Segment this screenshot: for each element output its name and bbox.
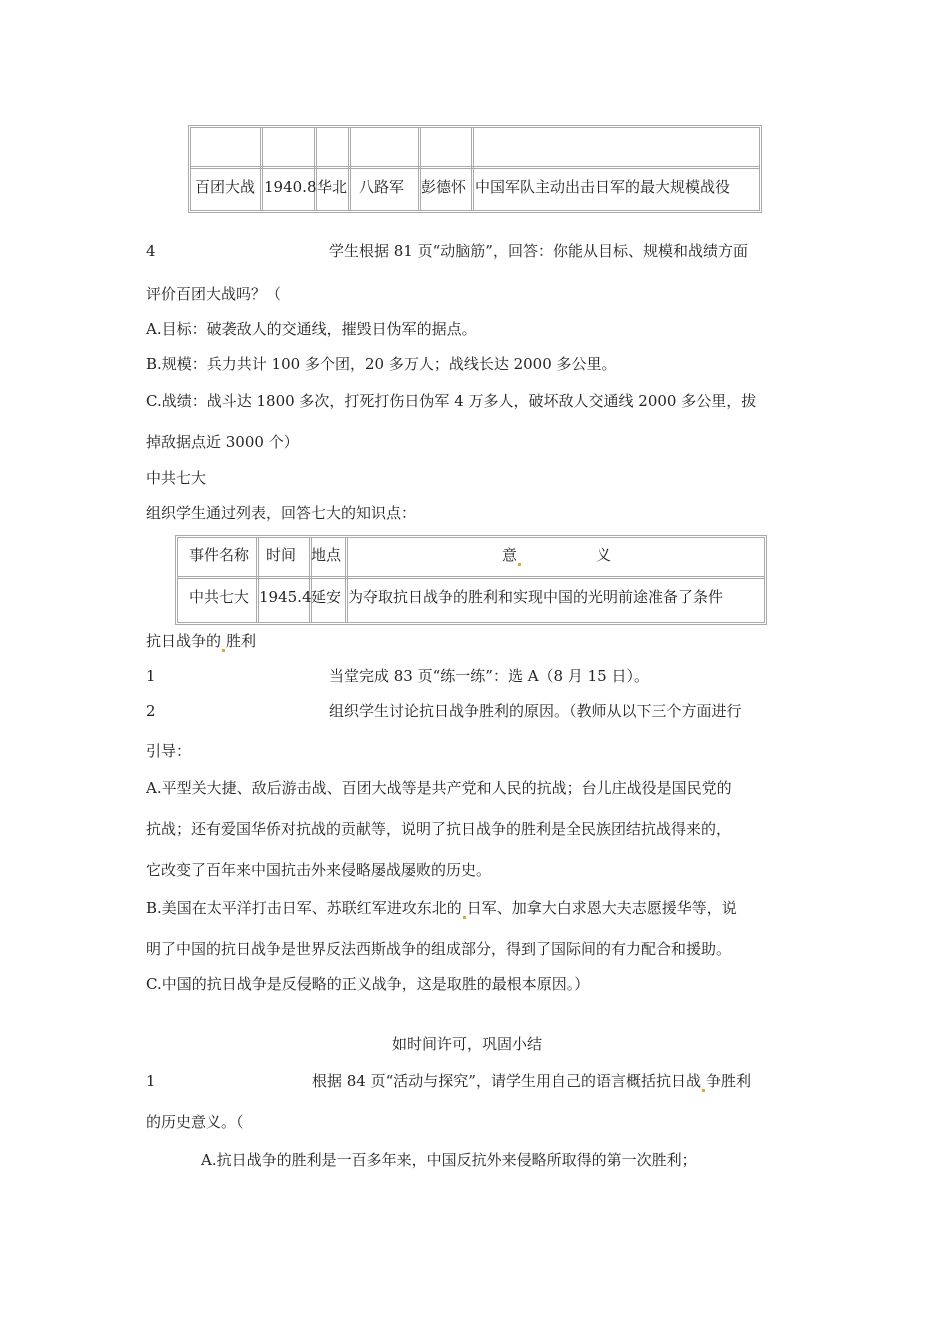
paragraph-line: 组织学生讨论抗日战争胜利的原因。（教师从以下三个方面进行 bbox=[329, 702, 742, 720]
table-cell: 华北 bbox=[317, 178, 348, 196]
table-cell: 中共七大 bbox=[189, 588, 250, 606]
paragraph-line: A.抗日战争的胜利是一百多年来，中国反抗外来侵略所取得的第一次胜利； bbox=[201, 1151, 697, 1169]
paragraph-line: 明了中国的抗日战争是世界反法西斯战争的组成部分，得到了国际间的有力配合和援助。 bbox=[146, 940, 732, 958]
paragraph-line: A.平型关大捷、敌后游击战、百团大战等是共产党和人民的抗战；台儿庄战役是国民党的 bbox=[146, 779, 732, 797]
section-heading: 抗日战争的 胜利 bbox=[146, 632, 257, 650]
list-number: 2 bbox=[146, 702, 156, 720]
table-cell: 1940.8 bbox=[264, 178, 317, 196]
paragraph-line: 组织学生通过列表，回答七大的知识点： bbox=[146, 504, 417, 522]
paragraph-line: C.中国的抗日战争是反侵略的正义战争，这是取胜的最根本原因。） bbox=[146, 975, 590, 993]
table-cell: 八路军 bbox=[359, 178, 405, 196]
section-heading: 中共七大 bbox=[146, 469, 207, 487]
table-header-cell: 时间 bbox=[266, 546, 297, 564]
paragraph-line: 的历史意义。（ bbox=[146, 1113, 244, 1131]
table-cell: 为夺取抗日战争的胜利和实现中国的光明前途准备了条件 bbox=[348, 588, 724, 606]
paragraph-line: 抗战；还有爱国华侨对抗战的贡献等，说明了抗日战争的胜利是全民族团结抗战得来的， bbox=[146, 820, 732, 838]
list-number: 1 bbox=[146, 1072, 156, 1090]
table-header-cell: 意 bbox=[502, 544, 522, 566]
paragraph-line: 评价百团大战吗？（ bbox=[146, 285, 282, 303]
paragraph-line: 它改变了百年来中国抗击外来侵略屡战屡败的历史。 bbox=[146, 861, 492, 879]
table-row-divider bbox=[191, 166, 759, 169]
paragraph-line: 引导： bbox=[146, 742, 192, 760]
table-cell: 延安 bbox=[311, 588, 342, 606]
list-number: 4 bbox=[146, 242, 156, 260]
table-header-cell: 地点 bbox=[311, 546, 342, 564]
paragraph-line: B.规模：兵力共计 100 多个团，20 多万人；战线长达 2000 多公里。 bbox=[146, 355, 617, 373]
paragraph-line: 学生根据 81 页“动脑筋”，回答：你能从目标、规模和战绩方面 bbox=[329, 242, 748, 260]
table-cell: 百团大战 bbox=[195, 178, 256, 196]
paragraph-line: 根据 84 页“活动与探究”，请学生用自己的语言概括抗日战 争胜利 bbox=[312, 1072, 751, 1090]
paragraph-line: 掉敌据点近 3000 个） bbox=[146, 433, 299, 451]
section-heading: 如时间许可，巩固小结 bbox=[392, 1035, 543, 1053]
table-row-divider bbox=[178, 576, 764, 579]
congress-table bbox=[175, 535, 767, 625]
table-cell: 1945.4 bbox=[259, 588, 312, 606]
battle-table bbox=[188, 125, 762, 213]
table-header-cell: 事件名称 bbox=[189, 546, 250, 564]
table-cell: 彭德怀 bbox=[421, 178, 467, 196]
table-header-cell: 义 bbox=[596, 546, 612, 564]
table-cell: 中国军队主动出击日军的最大规模战役 bbox=[475, 178, 731, 196]
paragraph-line: B.美国在太平洋打击日军、苏联红军进攻东北的 日军、加拿大白求恩大夫志愿援华等，说 bbox=[146, 899, 737, 917]
paragraph-line: A.目标：破袭敌人的交通线，摧毁日伪军的据点。 bbox=[146, 320, 477, 338]
paragraph-line: C.战绩：战斗达 1800 多次，打死打伤日伪军 4 万多人，破坏敌人交通线 2000 多公里，拔 bbox=[146, 392, 757, 410]
list-number: 1 bbox=[146, 667, 156, 685]
paragraph-line: 当堂完成 83 页“练一练”：选 A（8 月 15 日）。 bbox=[329, 667, 649, 685]
